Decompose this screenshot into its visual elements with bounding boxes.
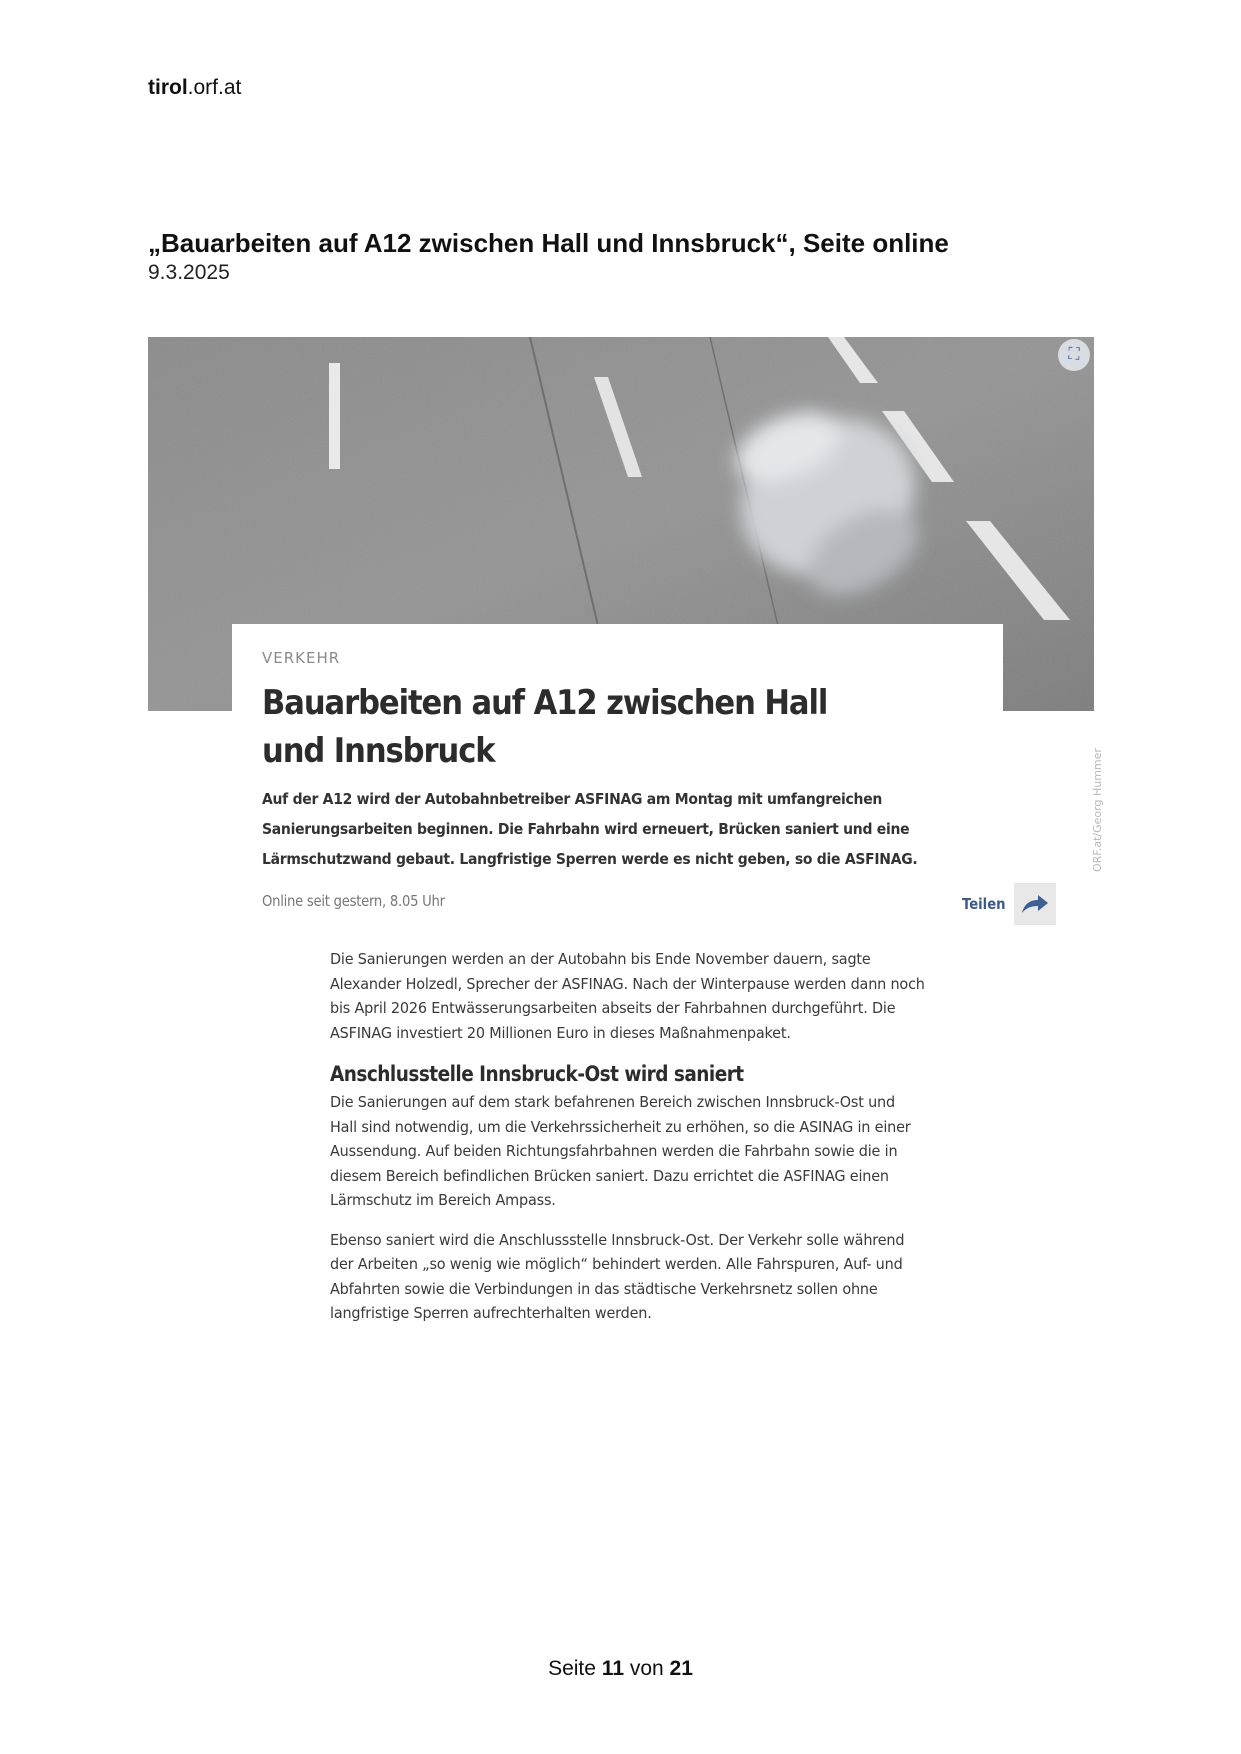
share-label[interactable]: Teilen [961, 895, 1006, 913]
article-body [330, 947, 930, 1341]
source-bold: tirol [148, 76, 188, 99]
zoom-icon[interactable]: ⛶ [1058, 339, 1090, 371]
share-arrow-svg [1021, 893, 1049, 915]
share-control[interactable] [956, 883, 1056, 925]
document-date: 9.3.2025 [148, 261, 230, 284]
document-title: „Bauarbeiten auf A12 zwischen Hall und Innsbruck“, Seite online [148, 228, 949, 258]
footer-prefix: Seite [548, 1657, 596, 1680]
lane-marking [329, 363, 340, 469]
body-paragraph: Ebenso saniert wird die Anschlussstelle Innsbruck-Ost. Der Verkehr solle während der Arbeiten „so wenig wie möglich“ behindert werden. Alle Fahrspuren, Auf- und Abfahrten sowie die Verbindungen in das städtische Verkehrsnetz sollen ohne langfristige Sperren aufrechterhalten werden. [330, 1230, 905, 1322]
footer-middle: von [629, 1657, 664, 1680]
page-footer [0, 1657, 1241, 1681]
total-page-count: 21 [669, 1657, 693, 1680]
article-screenshot [148, 337, 1104, 1437]
article-headline: Bauarbeiten auf A12 zwischen Hall und Innsbruck [262, 683, 828, 771]
headline-card [232, 624, 1003, 914]
article-subheading: Anschlusstelle Innsbruck-Ost wird saniert [330, 1062, 744, 1086]
current-page-number: 11 [601, 1657, 624, 1680]
photo-credit: ORF.at/Georg Hummer [1091, 748, 1104, 872]
article-lead: Auf der A12 wird der Autobahnbetreiber ASFINAG am Montag mit umfangreichen Sanierungsarbeiten beginnen. Die Fahrbahn wird erneuert, Brücken saniert und eine Lärmschutzwand gebaut. Langfristige Sperren werde es nicht geben, so die ASFINAG. [262, 790, 918, 868]
publish-time: Online seit gestern, 8.05 Uhr [262, 892, 445, 910]
source-domain: .orf.at [187, 76, 242, 99]
share-arrow-icon[interactable] [1014, 883, 1056, 925]
body-paragraph: Die Sanierungen werden an der Autobahn bis Ende November dauern, sagte Alexander Holzedl, Sprecher der ASFINAG. Nach der Winterpause werden dann noch bis April 2026 Entwässerungsarbeiten abseits der Fahrbahnen durchgeführt. Die ASFINAG investiert 20 Millionen Euro in dieses Maßnahmenpaket. [330, 950, 925, 1042]
body-paragraph: Die Sanierungen auf dem stark befahrenen Bereich zwischen Innsbruck-Ost und Hall sind notwendig, um die Verkehrssicherheit zu erhöhen, so die ASINAG in einer Aussendung. Auf beiden Richtungsfahrbahnen werden die Fahrbahn sowie die in diesem Bereich befindlichen Brücken saniert. Dazu errichtet die ASFINAG einen Lärmschutz im Bereich Ampass. [330, 1093, 911, 1209]
source-header [148, 76, 241, 100]
category-label: VERKEHR [262, 649, 341, 667]
